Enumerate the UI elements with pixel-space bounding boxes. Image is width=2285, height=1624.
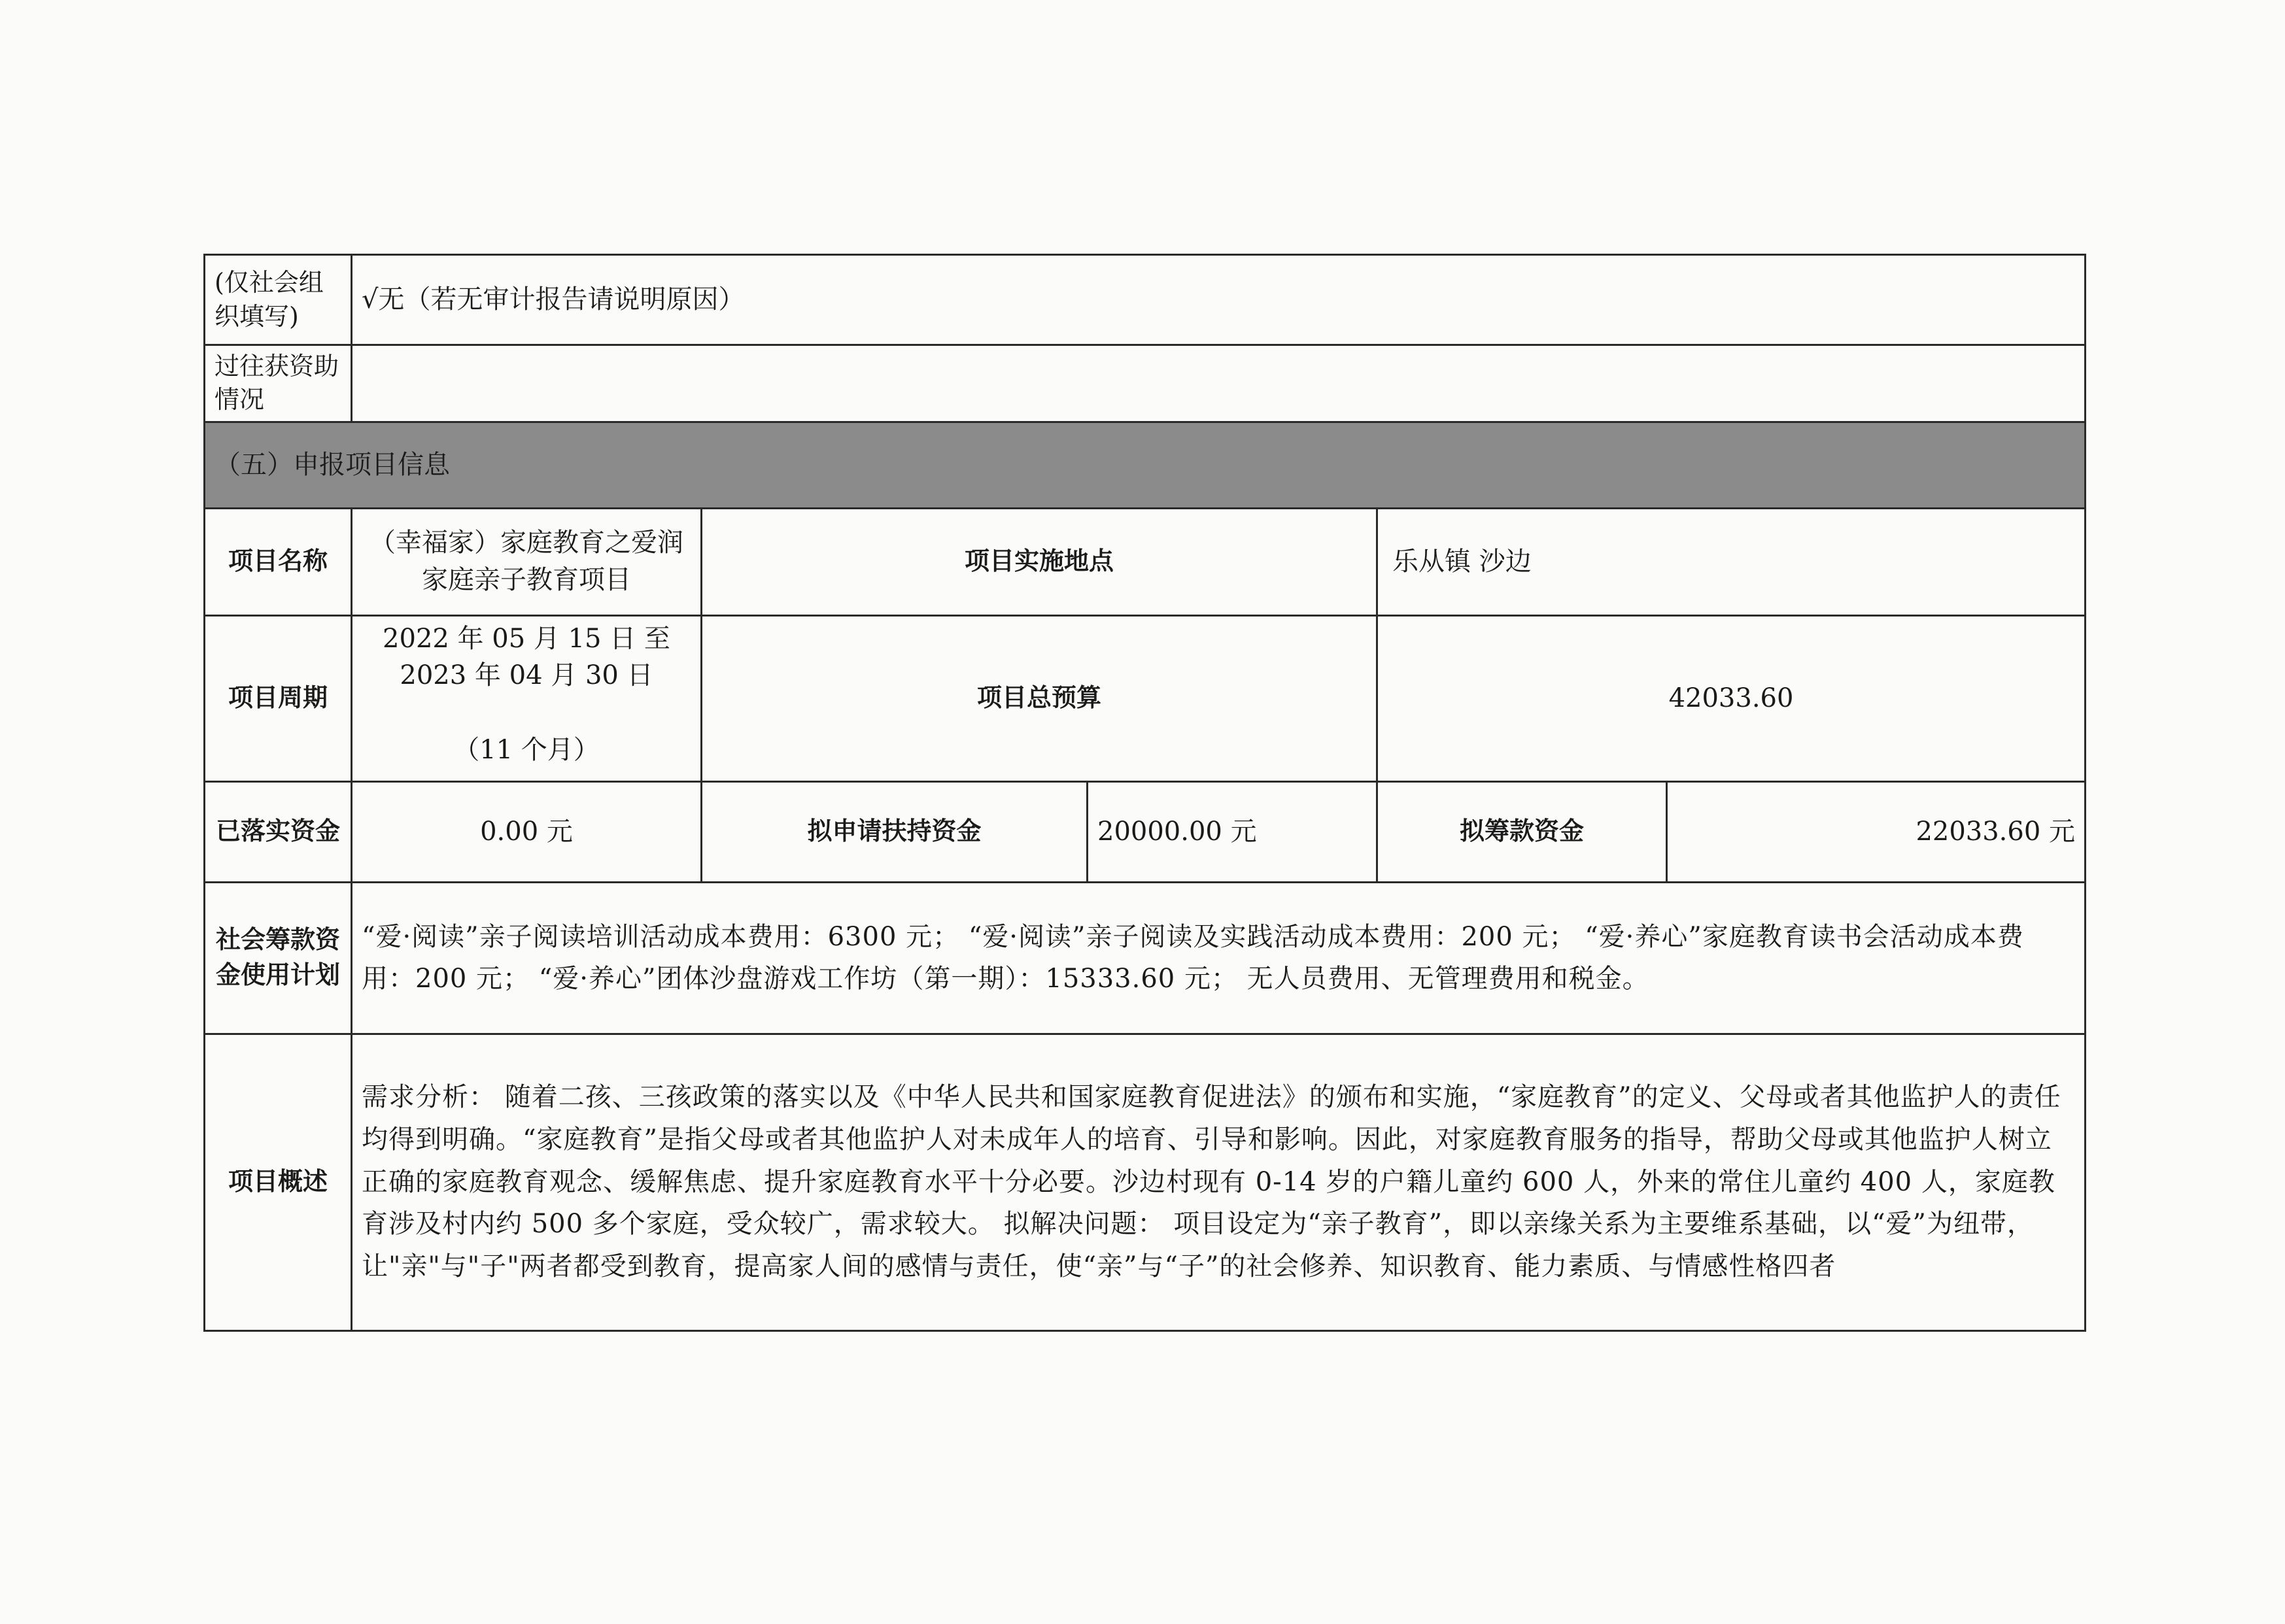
apply-funds-label: 拟申请扶持资金	[702, 781, 1088, 882]
project-budget-label: 项目总预算	[702, 615, 1377, 781]
project-summary-value: 需求分析： 随着二孩、三孩政策的落实以及《中华人民共和国家庭教育促进法》的颁布和实施，“家庭教育”的定义、父母或者其他监护人的责任均得到明确。“家庭教育”是指父母或者其他监护人对未成年人的培育、引导和影响。因此，对家庭教育服务的指导，帮助父母或其他监护人树立正确的家庭教育观念、缓解焦虑、提升家庭教育水平十分必要。沙边村现有 0-14 岁的户籍儿童约 600 人，外来的常住儿童约 400 人，家庭教育涉及村内约 500 多个家庭，受众较广，需求较大。 拟解决问题： 项目设定为“亲子教育”，即以亲缘关系为主要维系基础，以“爱”为纽带，让"亲"与"子"两者都受到教育，提高家人间的感情与责任，使“亲”与“子”的社会修养、知识教育、能力素质、与情感性格四者	[352, 1034, 2086, 1330]
audit-value: √无（若无审计报告请说明原因）	[352, 255, 2086, 345]
project-location-label: 项目实施地点	[702, 508, 1377, 615]
past-funding-label: 过往获资助情况	[205, 345, 352, 422]
period-spacer	[362, 694, 691, 732]
secured-funds-value: 0.00 元	[352, 781, 702, 882]
funding-row	[205, 781, 2086, 882]
period-duration: （11 个月）	[453, 734, 600, 765]
project-summary-label: 项目概述	[205, 1034, 352, 1330]
application-form-table	[203, 254, 2086, 1332]
project-period-row	[205, 615, 2086, 781]
period-start: 2022 年 05 月 15 日 至	[383, 623, 670, 654]
apply-funds-value: 20000.00 元	[1088, 781, 1377, 882]
project-summary-row	[205, 1034, 2086, 1330]
project-period-value	[352, 615, 702, 781]
project-period-label: 项目周期	[205, 615, 352, 781]
secured-funds-label: 已落实资金	[205, 781, 352, 882]
raise-funds-value: 22033.60 元	[1667, 781, 2086, 882]
project-location-value: 乐从镇 沙边	[1377, 508, 2086, 615]
fund-plan-label: 社会筹款资金使用计划	[205, 882, 352, 1034]
project-name-label: 项目名称	[205, 508, 352, 615]
project-budget-value: 42033.60	[1377, 615, 2086, 781]
past-funding-row	[205, 345, 2086, 422]
audit-label: (仅社会组织填写)	[205, 255, 352, 345]
past-funding-value	[352, 345, 2086, 422]
project-name-row	[205, 508, 2086, 615]
fund-plan-value: “爱·阅读”亲子阅读培训活动成本费用：6300 元； “爱·阅读”亲子阅读及实践活动成本费用：200 元； “爱·养心”家庭教育读书会活动成本费用：200 元； “爱·养心”团体沙盘游戏工作坊（第一期）：15333.60 元； 无人员费用、无管理费用和税金。	[352, 882, 2086, 1034]
project-name-value: （幸福家）家庭教育之爱润家庭亲子教育项目	[352, 508, 702, 615]
section-title: （五）申报项目信息	[205, 422, 2086, 508]
period-end: 2023 年 04 月 30 日	[400, 660, 653, 691]
audit-row	[205, 255, 2086, 345]
section-header-row	[205, 422, 2086, 508]
raise-funds-label: 拟筹款资金	[1377, 781, 1667, 882]
fund-plan-row	[205, 882, 2086, 1034]
